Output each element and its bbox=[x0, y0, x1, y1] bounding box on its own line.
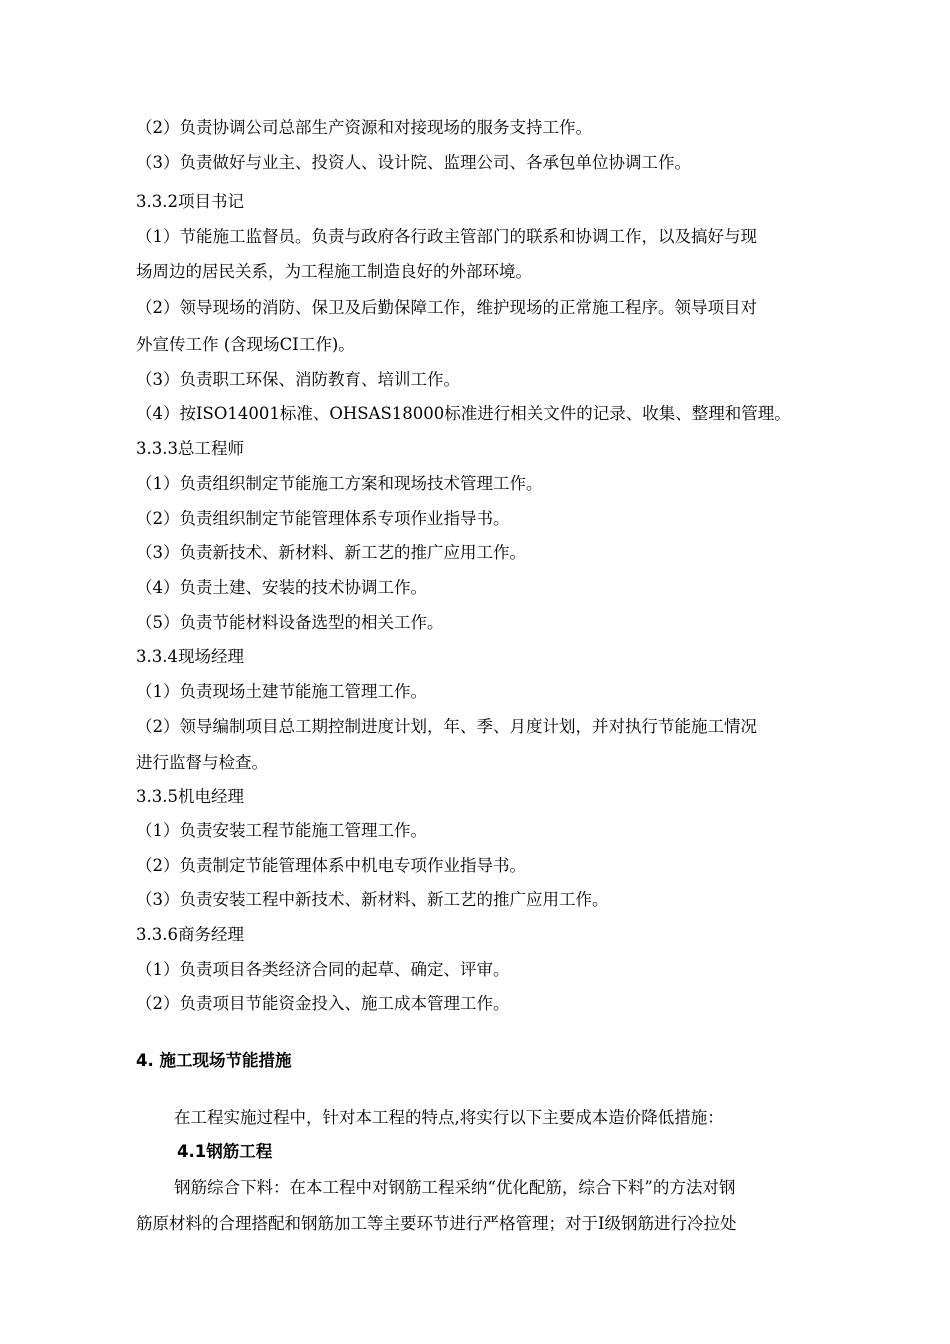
list-item-continuation: 进行监督与检查。 bbox=[136, 753, 268, 772]
list-item-continuation: 场周边的居民关系，为工程施工制造良好的外部环境。 bbox=[136, 262, 532, 281]
list-item: （3）负责安装工程中新技术、新材料、新工艺的推广应用工作。 bbox=[136, 890, 609, 909]
list-item: （3）负责做好与业主、投资人、设计院、监理公司、各承包单位协调工作。 bbox=[136, 153, 691, 172]
list-item: （2）领导编制项目总工期控制进度计划，年、季、月度计划，并对执行节能施工情况 bbox=[136, 717, 757, 736]
list-item: （1）负责组织制定节能施工方案和现场技术管理工作。 bbox=[136, 474, 543, 493]
list-item: （1）负责项目各类经济合同的起草、确定、评审。 bbox=[136, 960, 510, 979]
list-item: （1）节能施工监督员。负责与政府各行政主管部门的联系和协调工作，以及搞好与现 bbox=[136, 227, 757, 246]
list-item: （4）按ISO14001标准、OHSAS18000标准进行相关文件的记录、收集、整理和管理。 bbox=[136, 404, 791, 423]
section-heading: 3.3.6商务经理 bbox=[136, 925, 244, 944]
section-heading: 3.3.4现场经理 bbox=[136, 647, 244, 666]
section-heading: 3.3.3总工程师 bbox=[136, 439, 244, 458]
chapter-heading: 4. 施工现场节能措施 bbox=[136, 1051, 292, 1070]
section-heading: 3.3.5机电经理 bbox=[136, 787, 244, 806]
list-item: （2）负责组织制定节能管理体系专项作业指导书。 bbox=[136, 509, 510, 528]
section-heading: 3.3.2项目书记 bbox=[136, 192, 244, 211]
list-item: （1）负责安装工程节能施工管理工作。 bbox=[136, 821, 427, 840]
list-item: （2）负责制定节能管理体系中机电专项作业指导书。 bbox=[136, 856, 526, 875]
list-item-continuation: 外宣传工作 (含现场CI工作)。 bbox=[136, 335, 355, 354]
paragraph: 在工程实施过程中，针对本工程的特点,将实行以下主要成本造价降低措施： bbox=[174, 1108, 724, 1127]
list-item: （3）负责新技术、新材料、新工艺的推广应用工作。 bbox=[136, 543, 526, 562]
list-item: （4）负责土建、安装的技术协调工作。 bbox=[136, 578, 427, 597]
list-item: （2）负责项目节能资金投入、施工成本管理工作。 bbox=[136, 994, 510, 1013]
list-item: （2）领导现场的消防、保卫及后勤保障工作，维护现场的正常施工程序。领导项目对 bbox=[136, 298, 757, 317]
list-item: （2）负责协调公司总部生产资源和对接现场的服务支持工作。 bbox=[136, 118, 592, 137]
list-item: （3）负责职工环保、消防教育、培训工作。 bbox=[136, 370, 460, 389]
paragraph-continuation: 筋原材料的合理搭配和钢筋加工等主要环节进行严格管理；对于Ⅰ级钢筋进行冷拉处 bbox=[136, 1214, 737, 1233]
list-item: （1）负责现场土建节能施工管理工作。 bbox=[136, 682, 427, 701]
paragraph: 钢筋综合下料：在本工程中对钢筋工程采纳“优化配筋，综合下料”的方法对钢 bbox=[174, 1178, 736, 1197]
subsection-heading: 4.1钢筋工程 bbox=[177, 1142, 273, 1161]
list-item: （5）负责节能材料设备选型的相关工作。 bbox=[136, 613, 444, 632]
